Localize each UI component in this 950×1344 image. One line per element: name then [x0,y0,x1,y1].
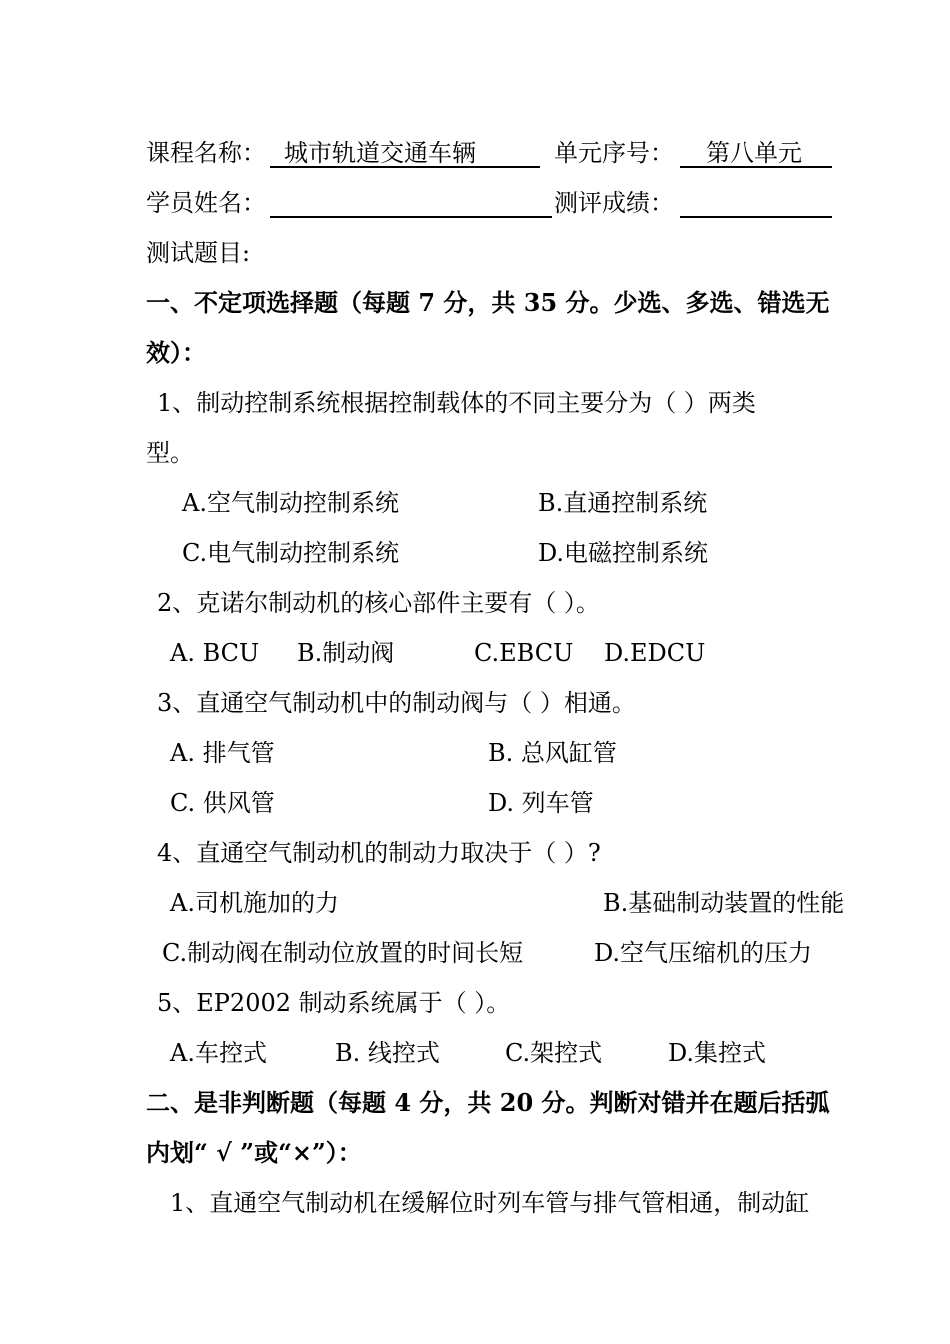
q4-option-d[interactable]: D.空气压缩机的压力 [594,939,813,967]
student-label: 学员姓名： [146,189,266,217]
q5-option-d[interactable]: D.集控式 [668,1039,767,1067]
score-field[interactable] [680,178,832,228]
q3-option-d[interactable]: D. 列车管 [488,789,594,817]
q1-option-b[interactable]: B.直通控制系统 [538,489,708,517]
section2-title-line2: 内划“ √ ”或“×”）： [146,1138,362,1167]
q3-option-c[interactable]: C. 供风管 [170,789,275,817]
q5-option-c[interactable]: C.架控式 [505,1039,603,1067]
course-name-field[interactable] [270,128,540,178]
unit-number-field[interactable] [680,128,832,178]
q4-option-a[interactable]: A.司机施加的力 [170,889,339,917]
q2-option-d[interactable]: D.EDCU [604,639,706,667]
q1-option-c[interactable]: C.电气制动控制系统 [182,539,400,567]
q5-option-b[interactable]: B. 线控式 [335,1039,440,1067]
q3-option-a[interactable]: A. 排气管 [170,739,275,767]
q2-option-b[interactable]: B.制动阀 [297,639,395,667]
section1-title-line1: 一、不定项选择题（每题 7 分，共 35 分。少选、多选、错选无 [146,288,830,317]
q1-option-a[interactable]: A.空气制动控制系统 [182,489,399,517]
section1-title-line2: 效）： [146,338,206,367]
q3-stem: 3、直通空气制动机中的制动阀与（ ）相通。 [157,689,636,717]
student-name-field[interactable] [270,178,552,228]
q1-stem-line1: 1、制动控制系统根据控制载体的不同主要分为（ ）两类 [157,389,756,417]
q2-option-a[interactable]: A. BCU [170,639,260,667]
q2-option-c[interactable]: C.EBCU [474,639,574,667]
topic-label: 测试题目: [146,239,251,267]
score-label: 测评成绩： [554,189,674,217]
q4-option-b[interactable]: B.基础制动装置的性能 [603,889,845,917]
q4-stem: 4、直通空气制动机的制动力取决于（ ）? [157,839,601,867]
q5-stem: 5、EP2002 制动系统属于（ ）。 [157,989,511,1017]
q3-option-b[interactable]: B. 总风缸管 [488,739,617,767]
course-name-value: 城市轨道交通车辆 [284,139,476,167]
q1-option-d[interactable]: D.电磁控制系统 [538,539,709,567]
q2-stem: 2、克诺尔制动机的核心部件主要有（ ）。 [157,589,600,617]
q4-option-c[interactable]: C.制动阀在制动位放置的时间长短 [162,939,524,967]
unit-label: 单元序号： [554,139,674,167]
section2-title-line1: 二、是非判断题（每题 4 分，共 20 分。判断对错并在题后括弧 [146,1088,830,1117]
section2-q1-line1: 1、直通空气制动机在缓解位时列车管与排气管相通，制动缸 [170,1189,810,1217]
course-label: 课程名称： [146,139,266,167]
unit-number-value: 第八单元 [706,139,802,167]
q5-option-a[interactable]: A.车控式 [170,1039,267,1067]
q1-stem-line2: 型。 [146,439,194,467]
